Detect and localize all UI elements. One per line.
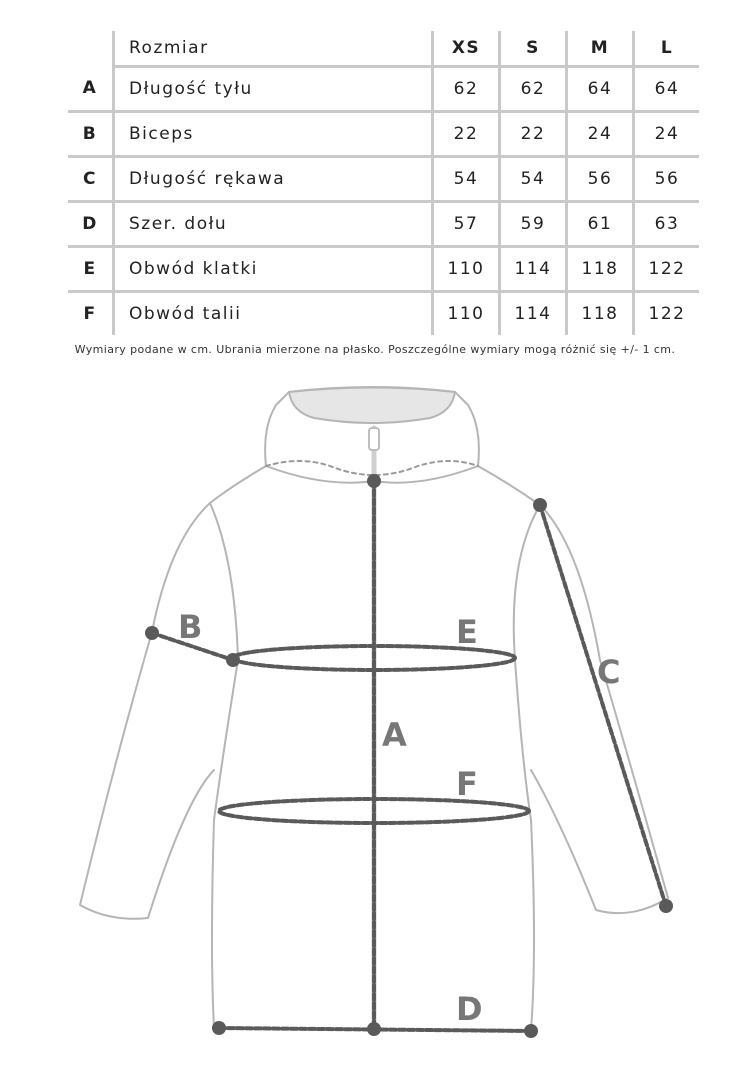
row-value: 118: [567, 292, 634, 336]
row-name: Długość tyłu: [114, 67, 433, 112]
collar-inner: [289, 388, 455, 424]
row-value: 62: [500, 67, 567, 112]
left-sleeve-outline: [80, 503, 214, 919]
row-name: Biceps: [114, 112, 433, 157]
label-c: C: [597, 653, 621, 691]
row-value: 64: [634, 67, 700, 112]
row-value: 122: [634, 247, 700, 292]
row-name: Długość rękawa: [114, 157, 433, 202]
row-value: 54: [500, 157, 567, 202]
row-value: 63: [634, 202, 700, 247]
row-key: F: [83, 304, 97, 324]
measurement-points: [145, 474, 673, 1038]
header-size-m: M: [567, 31, 634, 67]
row-value: 24: [634, 112, 700, 157]
header-size-l: L: [634, 31, 700, 67]
header-size-xs: XS: [433, 31, 500, 67]
row-value: 57: [433, 202, 500, 247]
measurement-note: Wymiary podane w cm. Ubrania mierzone na płasko. Poszczególne wymiary mogą różnić się +/- 1 cm.: [74, 343, 676, 356]
measure-c-line: [540, 505, 666, 906]
row-value: 122: [634, 292, 700, 336]
row-value: 59: [500, 202, 567, 247]
row-key: C: [68, 157, 114, 202]
row-value: 64: [567, 67, 634, 112]
row-value: 24: [567, 112, 634, 157]
label-d: D: [456, 990, 483, 1028]
point-a-top: [367, 474, 381, 488]
header-size-s: S: [500, 31, 567, 67]
row-key: D: [68, 202, 114, 247]
row-value: 62: [433, 67, 500, 112]
point-b-left: [145, 626, 159, 640]
row-name: Szer. dołu: [114, 202, 433, 247]
row-name: Obwód klatki: [114, 247, 433, 292]
label-b: B: [178, 608, 203, 646]
row-value: 56: [634, 157, 700, 202]
label-a: A: [382, 716, 407, 754]
point-d-left: [212, 1021, 226, 1035]
point-a-bottom: [367, 1022, 381, 1036]
point-c-top: [533, 498, 547, 512]
header-size-label: Rozmiar: [114, 31, 433, 67]
point-d-right: [524, 1024, 538, 1038]
row-value: 114: [500, 292, 567, 336]
row-key: B: [68, 112, 114, 157]
point-b-right: [226, 653, 240, 667]
label-f: F: [456, 765, 478, 803]
row-value: 22: [433, 112, 500, 157]
label-e: E: [456, 613, 478, 651]
row-value: 56: [567, 157, 634, 202]
point-c-bottom: [659, 899, 673, 913]
row-value: 54: [433, 157, 500, 202]
row-value: 61: [567, 202, 634, 247]
row-key: A: [68, 67, 114, 112]
row-name: Obwód talii: [114, 292, 433, 336]
row-value: 110: [433, 292, 500, 336]
row-value: 118: [567, 247, 634, 292]
row-value: 110: [433, 247, 500, 292]
zipper-pull-icon: [369, 428, 379, 450]
row-key: E: [68, 247, 114, 292]
row-value: 22: [500, 112, 567, 157]
row-value: 114: [500, 247, 567, 292]
